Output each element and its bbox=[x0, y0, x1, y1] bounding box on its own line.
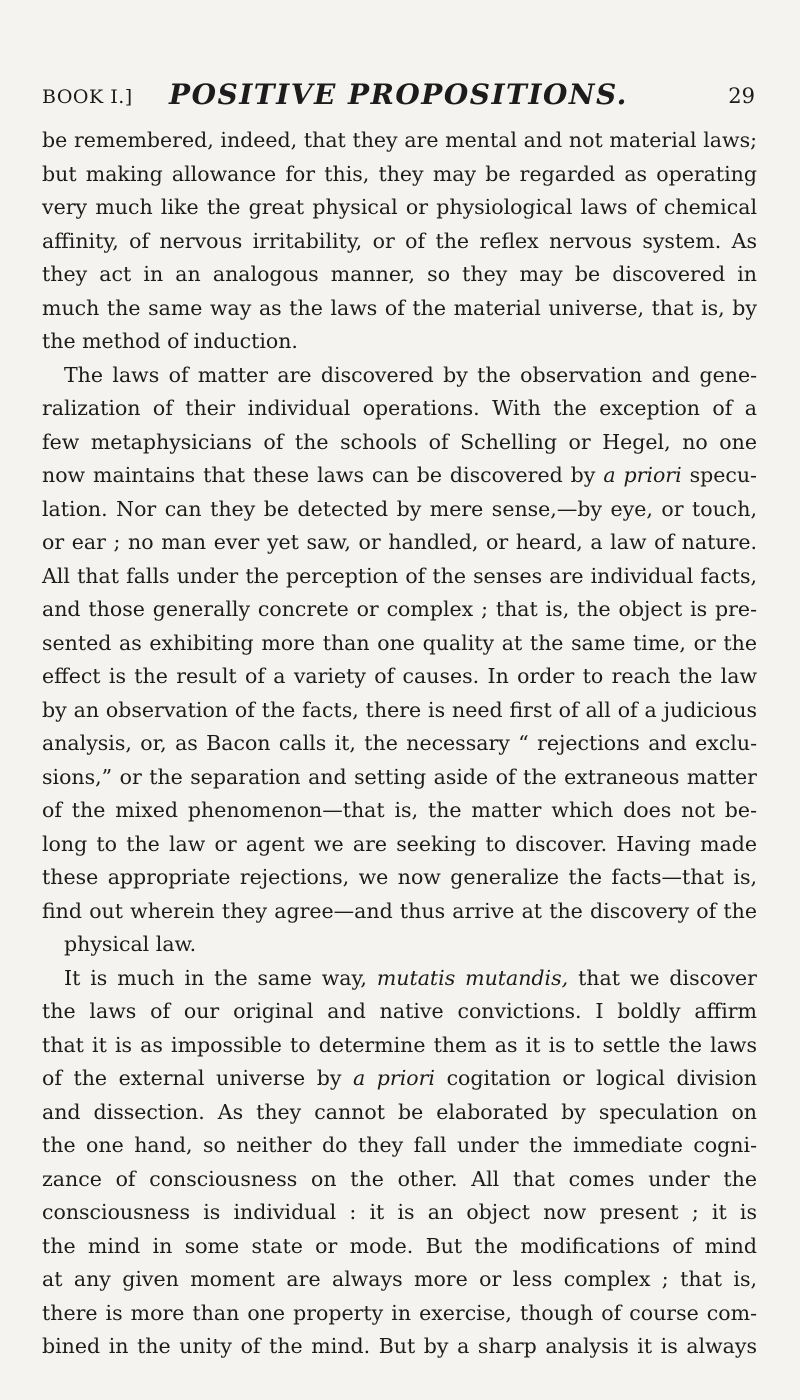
text-line: consciousness is individual : it is an object now present ; it is bbox=[42, 1200, 757, 1224]
text-line: they act in an analogous manner, so they may be discovered in bbox=[42, 262, 757, 286]
italic-phrase: a priori bbox=[353, 1066, 435, 1090]
text-line: All that falls under the perception of the senses are individual facts, bbox=[42, 563, 757, 588]
text-line: by an observation of the facts, there is need first of all of a judicious bbox=[42, 697, 757, 722]
text-line: effect is the result of a variety of causes. In order to reach the law bbox=[42, 664, 757, 688]
running-header bbox=[42, 78, 755, 118]
text-line: the one hand, so neither do they fall under the immediate cogni- bbox=[42, 1133, 757, 1157]
text-line: few metaphysicians of the schools of Schelling or Hegel, no one bbox=[42, 429, 757, 454]
text-line: The laws of matter are discovered by the observation and gene- bbox=[64, 362, 757, 387]
text-line: much the same way as the laws of the material universe, that is, by bbox=[42, 295, 757, 320]
text-line: affinity, of nervous irritability, or of the reflex nervous system. As bbox=[42, 228, 757, 253]
text-line: very much like the great physical or physiological laws of chemical bbox=[42, 195, 757, 219]
text-line bbox=[42, 962, 757, 996]
running-title: POSITIVE PROPOSITIONS. bbox=[169, 78, 628, 111]
text-line: long to the law or agent we are seeking to discover. Having made bbox=[42, 831, 757, 856]
text-line: physical law. bbox=[64, 932, 197, 956]
text-line: the mind in some state or mode. But the modifications of mind bbox=[42, 1233, 757, 1258]
text-line: of the mixed phenomenon—that is, the matter which does not be- bbox=[42, 798, 757, 822]
text-line bbox=[42, 1062, 757, 1096]
text-line: and dissection. As they cannot be elaborated by speculation on bbox=[42, 1099, 757, 1124]
page-number: 29 bbox=[728, 84, 755, 108]
text-segment: that we discover bbox=[578, 965, 757, 990]
text-line: but making allowance for this, they may be regarded as operating bbox=[42, 161, 757, 186]
text-line: the method of induction. bbox=[42, 329, 298, 353]
text-line: analysis, or, as Bacon calls it, the necessary “ rejections and exclu- bbox=[42, 731, 757, 755]
text-segment: cogitation or logical division bbox=[446, 1066, 757, 1090]
text-segment: It is much in the same way, bbox=[64, 965, 367, 990]
text-line: these appropriate rejections, we now generalize the facts—that is, bbox=[42, 865, 757, 889]
text-line: the laws of our original and native convictions. I boldly affirm bbox=[42, 999, 757, 1023]
text-line: lation. Nor can they be detected by mere sense,—by eye, or touch, bbox=[42, 496, 757, 521]
text-line: there is more than one property in exercise, though of course com- bbox=[42, 1300, 757, 1325]
running-head-left: BOOK I.] bbox=[42, 86, 133, 108]
text-line: at any given moment are always more or less complex ; that is, bbox=[42, 1267, 757, 1291]
text-line: or ear ; no man ever yet saw, or handled, or heard, a law of nature. bbox=[42, 530, 757, 554]
text-line: that it is as impossible to determine them as it is to settle the laws bbox=[42, 1032, 757, 1057]
text-line: sions,” or the separation and setting aside of the extraneous matter bbox=[42, 764, 757, 789]
text-line: zance of consciousness on the other. All that comes under the bbox=[42, 1166, 757, 1191]
body-text bbox=[42, 124, 757, 1364]
text-segment: specu- bbox=[689, 463, 757, 487]
text-line: sented as exhibiting more than one quality at the same time, or the bbox=[42, 630, 757, 655]
text-segment: of the external universe by bbox=[42, 1066, 342, 1090]
text-line bbox=[42, 459, 757, 493]
text-line: find out wherein they agree—and thus arrive at the discovery of the bbox=[42, 898, 757, 923]
text-line: be remembered, indeed, that they are mental and not material laws; bbox=[42, 128, 757, 152]
text-line: bined in the unity of the mind. But by a sharp analysis it is always bbox=[42, 1334, 757, 1358]
text-segment: now maintains that these laws can be discovered by bbox=[42, 463, 596, 487]
text-line: and those generally concrete or complex ; that is, the object is pre- bbox=[42, 597, 757, 621]
italic-phrase: a priori bbox=[603, 463, 682, 487]
italic-phrase: mutatis mutandis, bbox=[376, 965, 569, 990]
text-line: ralization of their individual operations. With the exception of a bbox=[42, 396, 757, 420]
